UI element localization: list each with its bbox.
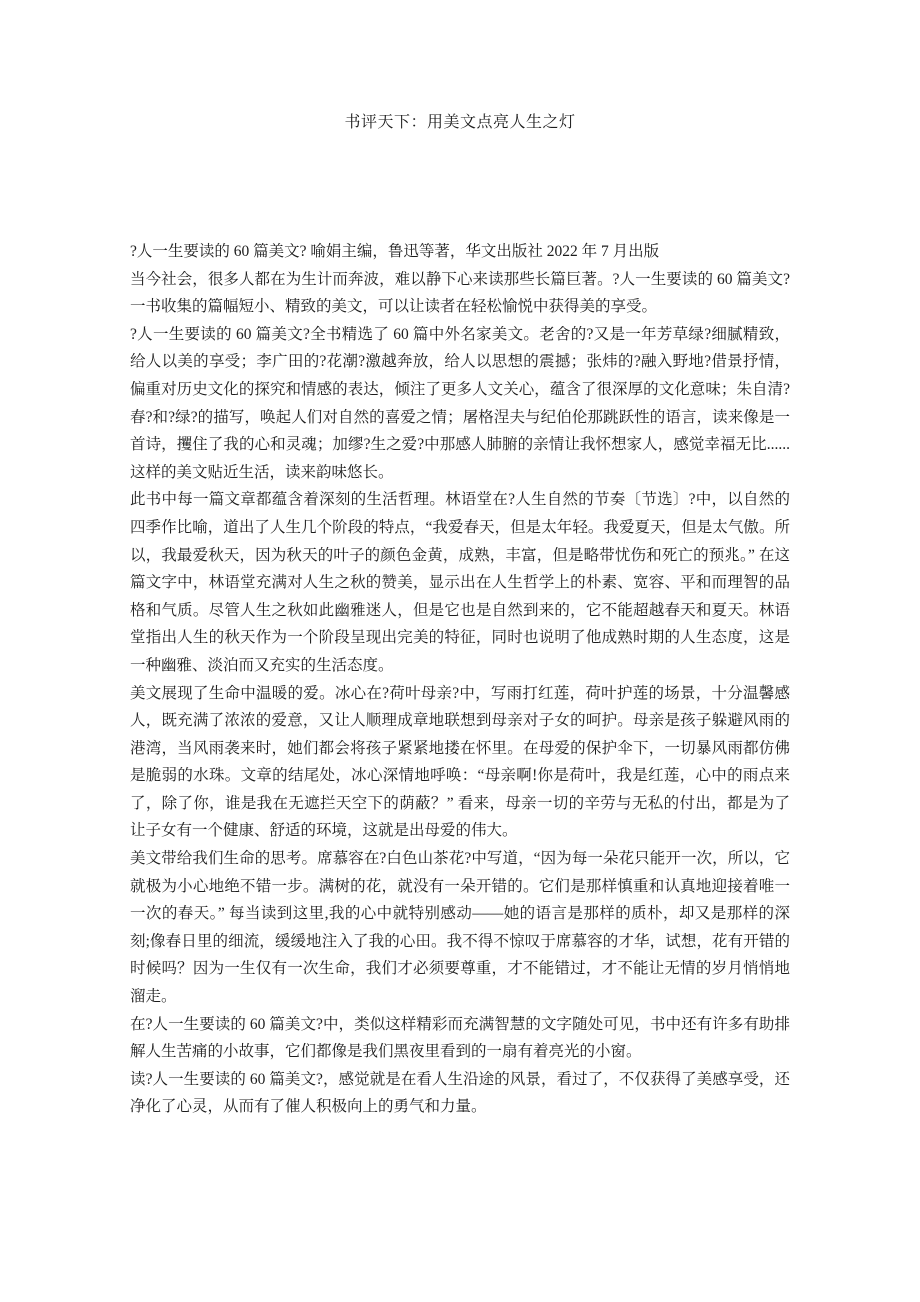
paragraph-conclusion: 读?人一生要读的 60 篇美文?，感觉就是在看人生沿途的风景，看过了，不仅获得了美感享受，还净化了心灵，从而有了催人积极向上的勇气和力量。 bbox=[130, 1070, 790, 1116]
paragraph-publication-info: ?人一生要读的 60 篇美文? 喻娟主编，鲁迅等著，华文出版社 2022 年 7 月出版 bbox=[130, 243, 660, 260]
paragraph-intro: 当今社会，很多人都在为生计而奔波，难以静下心来读那些长篇巨著。?人一生要读的 60 篇美文?一书收集的篇幅短小、精致的美文，可以让读者在轻松愉悦中获得美的享受。 bbox=[130, 270, 790, 316]
paragraph-life-reflection: 美文带给我们生命的思考。席慕容在?白色山茶花?中写道，“因为每一朵花只能开一次，所以，它就极为小心地绝不错一步。满树的花，就没有一朵开错的。它们是那样慎重和认真地迎接着唯一一次的春天。” 每当读到这里,我的心中就特别感动——她的语言是那样的质朴，却又是那样的深刻;像春日里的细流，缓缓地注入了我的心田。我不得不惊叹于席慕容的才华，试想，花有开错的时候吗？因为一生仅有一次生命，我们才必须要尊重，才不能错过，才不能让无情的岁月悄悄地溜走。 bbox=[130, 850, 790, 1006]
paragraph-warm-love: 美文展现了生命中温暖的爱。冰心在?荷叶母亲?中，写雨打红莲，荷叶护莲的场景，十分温馨感人，既充满了浓浓的爱意，又让人顺理成章地联想到母亲对子女的呵护。母亲是孩子躲避风雨的港湾，当风雨袭来时，她们都会将孩子紧紧地搂在怀里。在母爱的保护伞下，一切暴风雨都仿佛是脆弱的水珠。文章的结尾处，冰心深情地呼唤：“母亲啊!你是荷叶，我是红莲，心中的雨点来了，除了你，谁是我在无遮拦天空下的荫蔽？” 看来，母亲一切的辛劳与无私的付出，都是为了让子女有一个健康、舒适的环境，这就是出母爱的伟大。 bbox=[130, 684, 790, 840]
paragraph-wisdom-stories: 在?人一生要读的 60 篇美文?中，类似这样精彩而充满智慧的文字随处可见，书中还有许多有助排解人生苦痛的小故事，它们都像是我们黑夜里看到的一扇有着亮光的小窗。 bbox=[130, 1015, 790, 1061]
document-title: 书评天下：用美文点亮人生之灯 bbox=[344, 114, 576, 131]
paragraph-selection-overview: ?人一生要读的 60 篇美文?全书精选了 60 篇中外名家美文。老舍的?又是一年芳草绿?细腻精致，给人以美的享受；李广田的?花潮?激越奔放，给人以思想的震撼；张炜的?融入野地?借景抒情，偏重对历史文化的探究和情感的表达，倾注了更多人文关心，蕴含了很深厚的文化意味；朱自清?春?和?绿?的描写，唤起人们对自然的喜爱之情；屠格涅夫与纪伯伦那跳跃性的语言，读来像是一首诗，攫住了我的心和灵魂；加缪?生之爱?中那感人肺腑的亲情让我怀想家人，感觉幸福无比......这样的美文贴近生活，读来韵味悠长。 bbox=[130, 325, 790, 481]
paragraph-life-philosophy: 此书中每一篇文章都蕴含着深刻的生活哲理。林语堂在?人生自然的节奏〔节选〕?中，以自然的四季作比喻，道出了人生几个阶段的特点，“我爱春天，但是太年轻。我爱夏天，但是太气傲。所以，我最爱秋天，因为秋天的叶子的颜色金黄，成熟，丰富，但是略带忧伤和死亡的预兆。” 在这篇文字中，林语堂充满对人生之秋的赞美，显示出在人生哲学上的朴素、宽容、平和而理智的品格和气质。尽管人生之秋如此幽雅迷人，但是它也是自然到来的，它不能超越春天和夏天。林语堂指出人生的秋天作为一个阶段呈现出完美的特征，同时也说明了他成熟时期的人生态度，这是一种幽雅、淡泊而又充实的生活态度。 bbox=[130, 491, 790, 674]
document-body bbox=[130, 238, 790, 1121]
